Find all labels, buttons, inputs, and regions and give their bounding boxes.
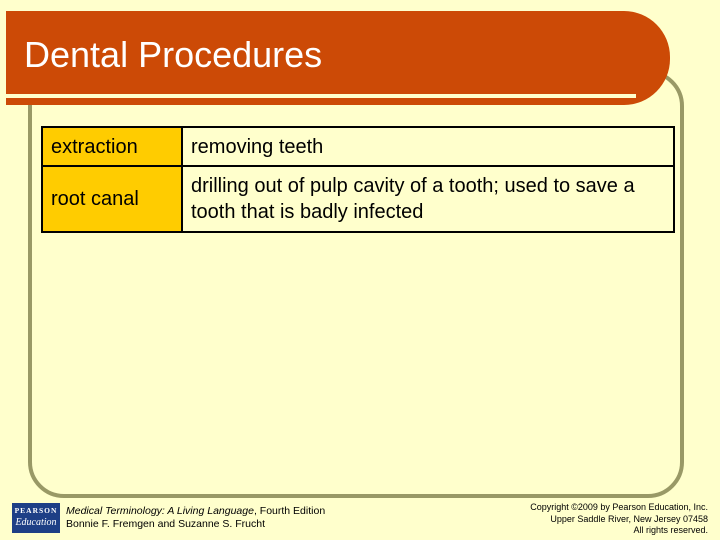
term-cell: root canal (42, 166, 182, 232)
pearson-logo (12, 503, 60, 533)
terms-table (41, 126, 675, 233)
title-divider (6, 94, 636, 98)
table-row (42, 127, 674, 166)
definition-cell: removing teeth (182, 127, 674, 166)
term-cell: extraction (42, 127, 182, 166)
book-title: Medical Terminology: A Living Language (66, 505, 254, 517)
copyright-line-2: Upper Saddle River, New Jersey 07458 (550, 513, 708, 524)
copyright-line-1: Copyright ©2009 by Pearson Education, Inc. (530, 502, 708, 512)
definition-cell: drilling out of pulp cavity of a tooth; used to save a tooth that is badly infected (182, 166, 674, 232)
logo-line-1: PEARSON (14, 506, 58, 515)
slide-title: Dental Procedures (24, 34, 323, 75)
book-edition: , Fourth Edition (253, 505, 326, 517)
copyright-line-3: All rights reserved. (633, 525, 708, 535)
logo-line-2: Education (15, 517, 57, 528)
book-authors: Bonnie F. Fremgen and Suzanne S. Frucht (66, 518, 266, 530)
table-row (42, 166, 674, 232)
copyright-notice (530, 502, 708, 537)
book-citation (66, 505, 325, 531)
